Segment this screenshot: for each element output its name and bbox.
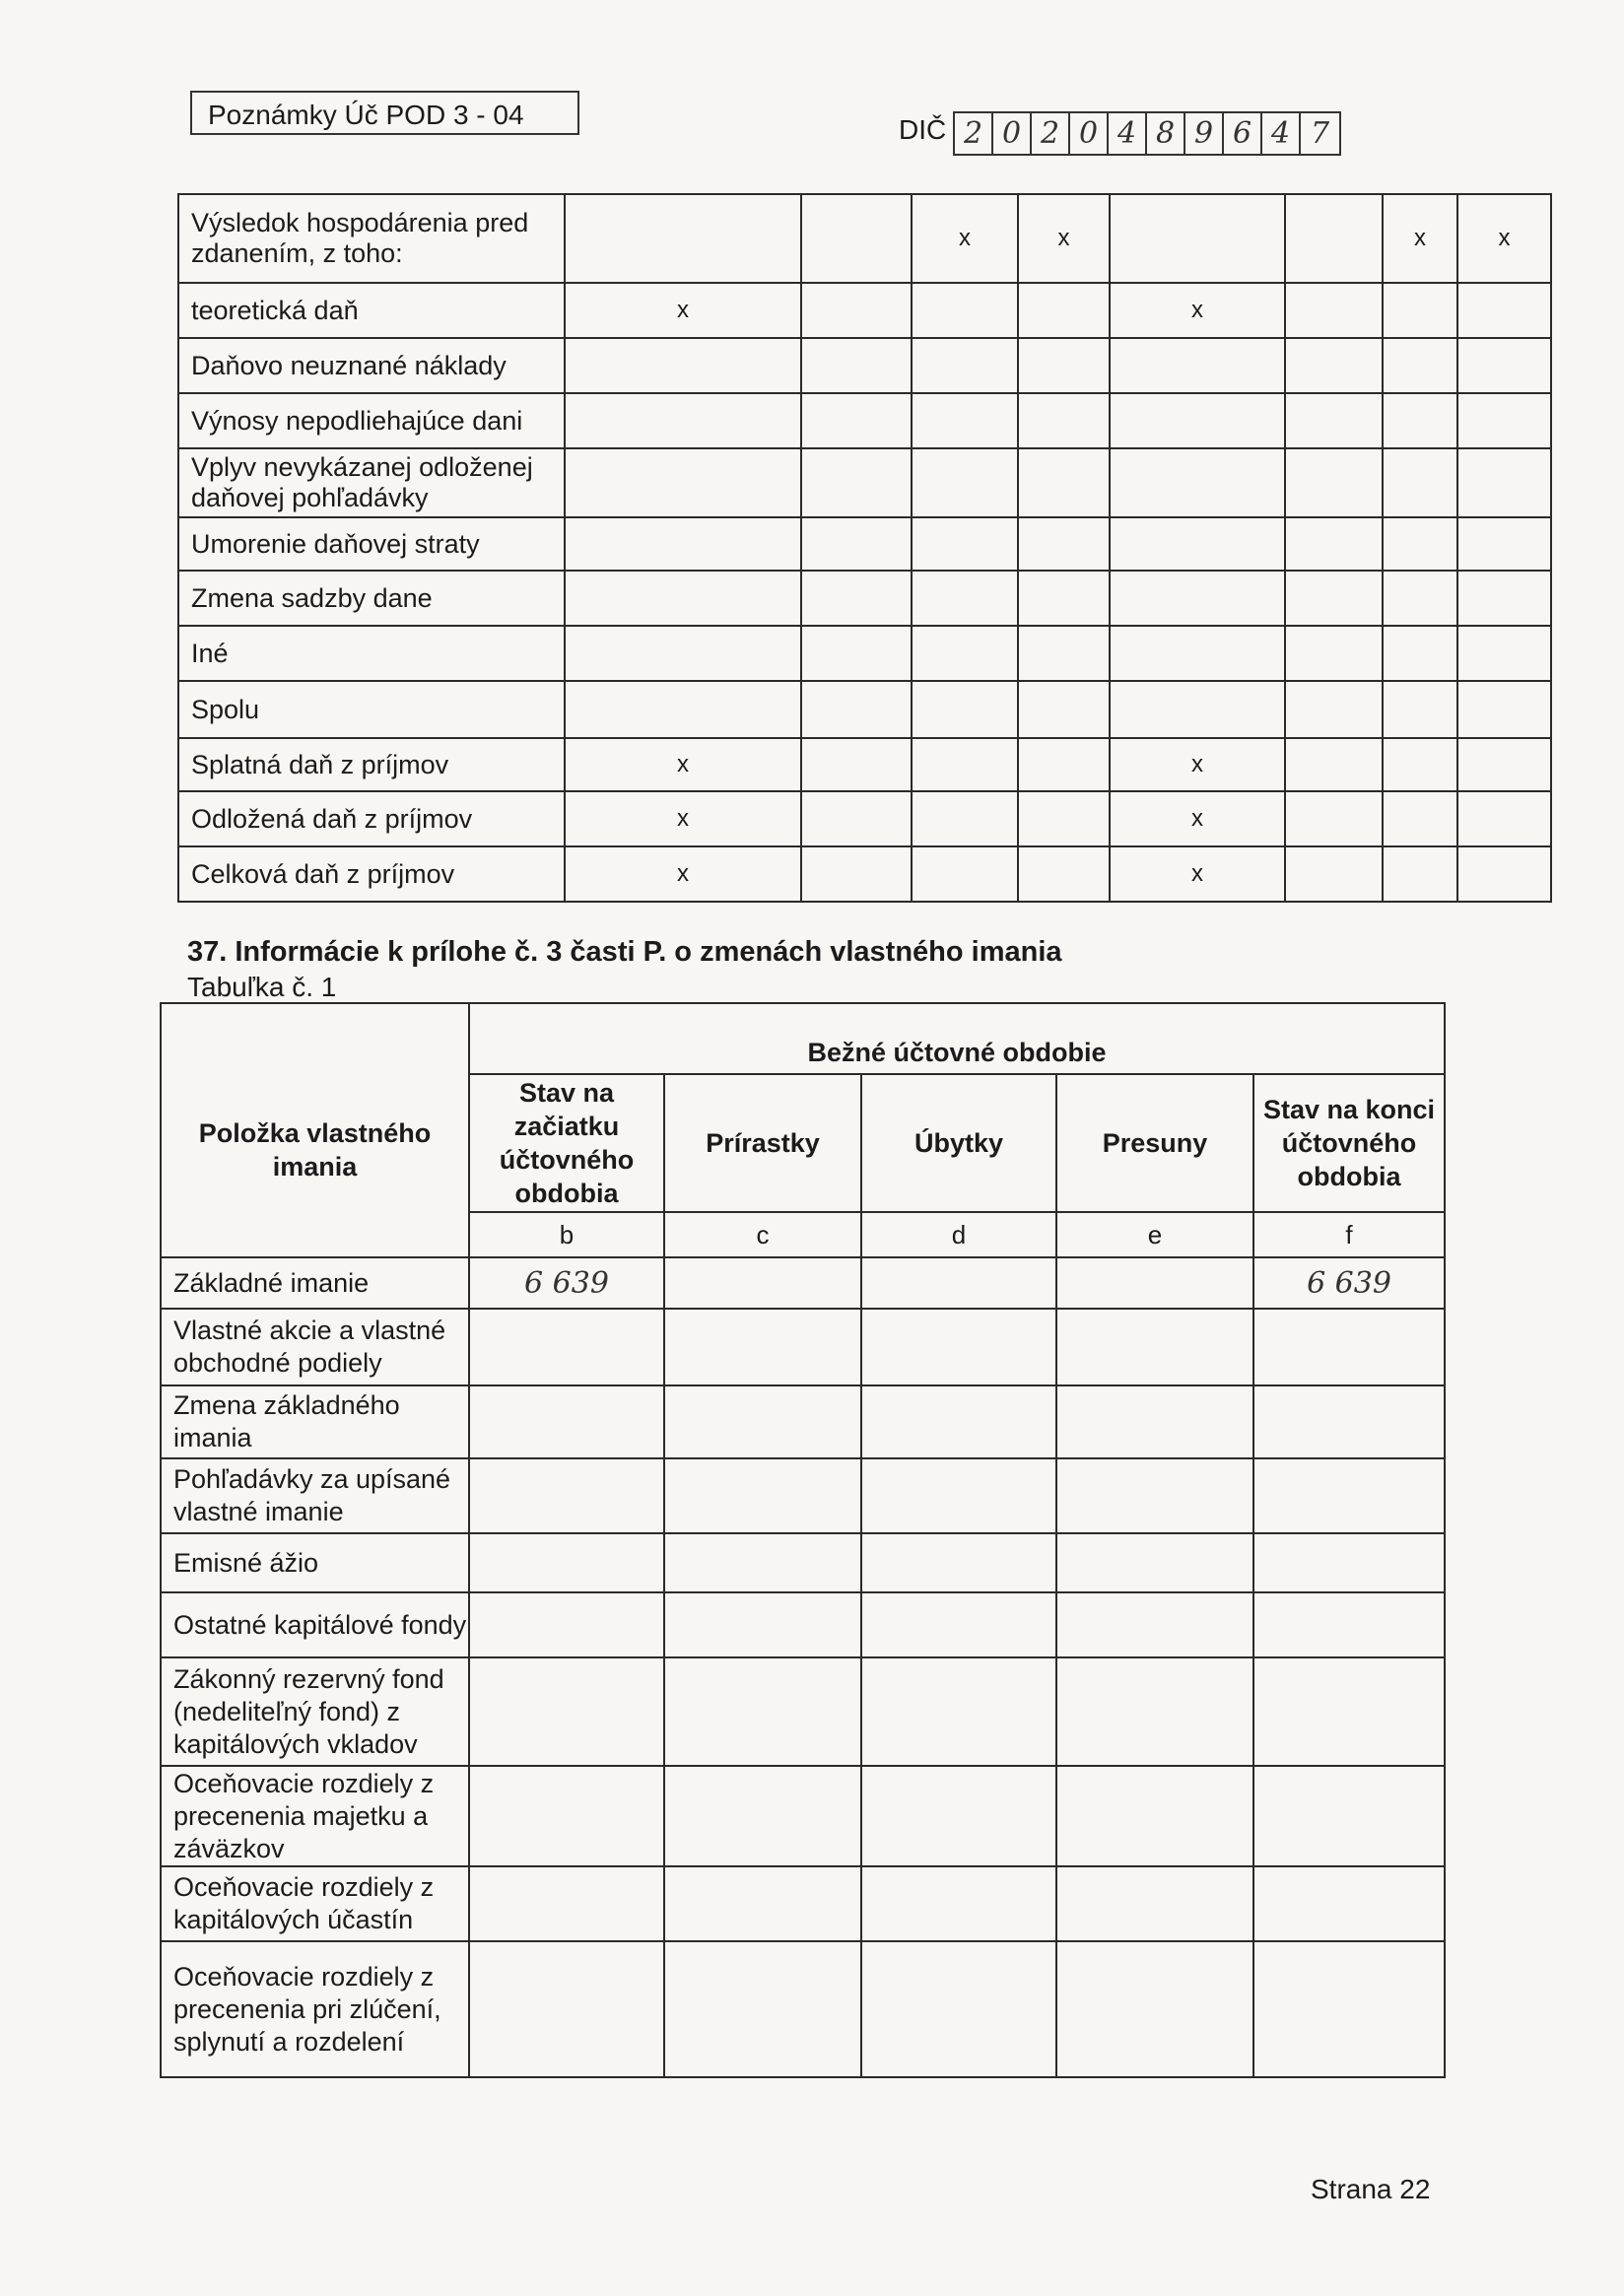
equity-cell-e	[1056, 1533, 1253, 1592]
equity-cell-c	[664, 1592, 861, 1657]
equity-cell-e	[1056, 1657, 1253, 1766]
equity-cell-b	[469, 1458, 664, 1533]
equity-cell-c	[664, 1458, 861, 1533]
equity-cell-d	[861, 1458, 1056, 1533]
equity-row	[161, 1592, 1445, 1657]
tax-cell	[565, 517, 801, 571]
equity-row	[161, 1533, 1445, 1592]
equity-row	[161, 1385, 1445, 1458]
tax-cell	[1285, 338, 1383, 393]
equity-cell-e	[1056, 1309, 1253, 1385]
dic-boxes	[953, 111, 1341, 156]
equity-cell-e	[1056, 1385, 1253, 1458]
tax-row-label: Umorenie daňovej straty	[178, 517, 565, 571]
tax-cell	[1018, 338, 1110, 393]
tax-cell	[801, 738, 912, 791]
tax-cell	[912, 338, 1018, 393]
equity-cell-f	[1253, 1657, 1445, 1766]
tax-cell	[1018, 791, 1110, 846]
tax-cell	[912, 283, 1018, 338]
col-header-end: Stav na konci účtovného obdobia	[1253, 1074, 1445, 1212]
equity-table	[160, 1002, 1446, 2078]
equity-row-label: Ostatné kapitálové fondy	[161, 1592, 469, 1657]
dic-digit: 2	[955, 113, 993, 154]
tax-cell	[1018, 571, 1110, 626]
tax-cell: x	[1110, 738, 1285, 791]
tax-cell: x	[1110, 846, 1285, 902]
equity-cell-d	[861, 1766, 1056, 1866]
section-heading: 37. Informácie k prílohe č. 3 časti P. o zmenách vlastného imania	[187, 936, 1062, 968]
tax-cell	[912, 571, 1018, 626]
tax-row-label: Celková daň z príjmov	[178, 846, 565, 902]
equity-cell-e	[1056, 1592, 1253, 1657]
tax-cell	[1110, 194, 1285, 283]
tax-cell: x	[1110, 283, 1285, 338]
tax-cell	[1383, 681, 1457, 738]
equity-cell-c	[664, 1385, 861, 1458]
equity-cell-f: 6 639	[1253, 1257, 1445, 1309]
tax-cell	[912, 517, 1018, 571]
tax-table	[177, 193, 1552, 903]
dic-digit: 4	[1109, 113, 1147, 154]
tax-cell	[1285, 626, 1383, 681]
tax-row-label: Výsledok hospodárenia pred zdanením, z toho:	[178, 194, 565, 283]
col-header-decrease: Úbytky	[861, 1074, 1056, 1212]
tax-row	[178, 791, 1551, 846]
equity-cell-f	[1253, 1866, 1445, 1941]
tax-cell: x	[565, 791, 801, 846]
equity-row-label: Oceňovacie rozdiely z kapitálových účastín	[161, 1866, 469, 1941]
tax-cell	[1110, 338, 1285, 393]
tax-cell	[1383, 338, 1457, 393]
tax-cell	[1457, 791, 1551, 846]
equity-row-label: Oceňovacie rozdiely z precenenia majetku a záväzkov	[161, 1766, 469, 1866]
tax-cell	[565, 448, 801, 517]
equity-cell-d	[861, 1257, 1056, 1309]
tax-cell: x	[1457, 194, 1551, 283]
tax-cell	[1285, 393, 1383, 448]
tax-cell	[801, 448, 912, 517]
tax-cell	[1285, 738, 1383, 791]
equity-cell-d	[861, 1309, 1056, 1385]
equity-cell-d	[861, 1941, 1056, 2077]
col-a-label: Položka vlastného imania	[198, 1118, 432, 1182]
equity-cell-c	[664, 1866, 861, 1941]
tax-row	[178, 738, 1551, 791]
tax-cell: x	[565, 738, 801, 791]
tax-cell	[565, 571, 801, 626]
form-id-text: Poznámky Úč POD 3 - 04	[208, 100, 524, 130]
equity-row-label: Emisné ážio	[161, 1533, 469, 1592]
equity-row-label: Vlastné akcie a vlastné obchodné podiely	[161, 1309, 469, 1385]
tax-cell	[1457, 283, 1551, 338]
dic-digit: 0	[993, 113, 1032, 154]
tax-row	[178, 283, 1551, 338]
tax-cell	[1457, 448, 1551, 517]
tax-cell	[912, 846, 1018, 902]
tax-row-label: Vplyv nevykázanej odloženej daňovej pohľadávky	[178, 448, 565, 517]
tax-cell	[1110, 448, 1285, 517]
dic-digit: 4	[1262, 113, 1301, 154]
col-header-item	[161, 1003, 469, 1257]
equity-cell-b	[469, 1766, 664, 1866]
col-header-start: Stav na začiatku účtovného obdobia	[469, 1074, 664, 1212]
tax-cell	[1383, 517, 1457, 571]
equity-cell-c	[664, 1657, 861, 1766]
tax-cell	[1110, 393, 1285, 448]
tax-cell	[1110, 517, 1285, 571]
tax-row	[178, 393, 1551, 448]
equity-cell-d	[861, 1385, 1056, 1458]
tax-cell: x	[1383, 194, 1457, 283]
dic-digit: 6	[1224, 113, 1262, 154]
equity-cell-f	[1253, 1385, 1445, 1458]
tax-cell	[1457, 338, 1551, 393]
equity-cell-f	[1253, 1533, 1445, 1592]
tax-cell: x	[1110, 791, 1285, 846]
tax-cell	[565, 626, 801, 681]
tax-cell	[1018, 517, 1110, 571]
equity-row	[161, 1866, 1445, 1941]
col-letter: f	[1253, 1212, 1445, 1257]
equity-cell-d	[861, 1866, 1056, 1941]
tax-cell	[1383, 448, 1457, 517]
equity-cell-f	[1253, 1941, 1445, 2077]
equity-cell-e	[1056, 1941, 1253, 2077]
equity-row	[161, 1766, 1445, 1866]
tax-cell	[1285, 571, 1383, 626]
tax-cell	[1018, 283, 1110, 338]
tax-cell	[1457, 626, 1551, 681]
equity-cell-e	[1056, 1866, 1253, 1941]
col-header-transfer: Presuny	[1056, 1074, 1253, 1212]
col-letter: c	[664, 1212, 861, 1257]
dic-label: DIČ	[899, 114, 947, 145]
tax-row-label: teoretická daň	[178, 283, 565, 338]
equity-cell-c	[664, 1941, 861, 2077]
tax-cell	[912, 448, 1018, 517]
tax-row-label: Daňovo neuznané náklady	[178, 338, 565, 393]
tax-cell	[801, 194, 912, 283]
tax-cell	[801, 846, 912, 902]
equity-row	[161, 1458, 1445, 1533]
tax-cell	[1383, 738, 1457, 791]
tax-cell	[801, 517, 912, 571]
tax-cell	[912, 738, 1018, 791]
tax-cell: x	[1018, 194, 1110, 283]
equity-row-label: Zmena základného imania	[161, 1385, 469, 1458]
tax-cell	[1457, 517, 1551, 571]
tax-cell	[801, 791, 912, 846]
tax-cell	[1285, 448, 1383, 517]
tax-cell	[1383, 846, 1457, 902]
tax-cell: x	[912, 194, 1018, 283]
tax-cell	[565, 338, 801, 393]
tax-cell	[565, 194, 801, 283]
equity-row	[161, 1309, 1445, 1385]
tax-cell	[912, 681, 1018, 738]
equity-cell-c	[664, 1309, 861, 1385]
tax-row-label: Spolu	[178, 681, 565, 738]
equity-cell-b	[469, 1941, 664, 2077]
dic-digit: 7	[1310, 116, 1330, 151]
tax-cell	[1457, 846, 1551, 902]
equity-cell-e	[1056, 1257, 1253, 1309]
tax-cell	[801, 338, 912, 393]
tax-row-label: Zmena sadzby dane	[178, 571, 565, 626]
tax-cell	[1457, 571, 1551, 626]
tax-cell: x	[565, 283, 801, 338]
tax-cell	[1285, 194, 1383, 283]
section-subheading: Tabuľka č. 1	[187, 972, 337, 1002]
tax-row	[178, 571, 1551, 626]
tax-row-label: Iné	[178, 626, 565, 681]
equity-cell-b	[469, 1592, 664, 1657]
equity-cell-e	[1056, 1458, 1253, 1533]
tax-cell	[801, 283, 912, 338]
tax-cell	[1110, 681, 1285, 738]
equity-row-label: Pohľadávky za upísané vlastné imanie	[161, 1458, 469, 1533]
equity-cell-b	[469, 1866, 664, 1941]
dic-digit: 2	[1032, 113, 1070, 154]
tax-cell	[1383, 791, 1457, 846]
tax-row	[178, 194, 1551, 283]
tax-cell	[1457, 738, 1551, 791]
equity-cell-f	[1253, 1766, 1445, 1866]
tax-cell	[801, 571, 912, 626]
tax-cell	[1457, 681, 1551, 738]
tax-cell	[801, 393, 912, 448]
equity-cell-b	[469, 1385, 664, 1458]
equity-row	[161, 1657, 1445, 1766]
equity-row-label: Zákonný rezervný fond (nedeliteľný fond) z kapitálových vkladov	[161, 1657, 469, 1766]
equity-cell-c	[664, 1257, 861, 1309]
tax-cell	[1018, 738, 1110, 791]
equity-cell-c	[664, 1533, 861, 1592]
tax-cell	[1110, 571, 1285, 626]
equity-row-label: Oceňovacie rozdiely z precenenia pri zlúčení, splynutí a rozdelení	[161, 1941, 469, 2077]
tax-cell	[1018, 681, 1110, 738]
tax-cell	[1383, 283, 1457, 338]
dic-digit: 9	[1185, 113, 1224, 154]
tax-row	[178, 846, 1551, 902]
equity-cell-e	[1056, 1766, 1253, 1866]
tax-cell	[801, 681, 912, 738]
tax-cell	[1110, 626, 1285, 681]
tax-cell	[1018, 626, 1110, 681]
col-letter: b	[469, 1212, 664, 1257]
tax-row	[178, 517, 1551, 571]
equity-cell-b	[469, 1533, 664, 1592]
equity-cell-d	[861, 1657, 1056, 1766]
tax-cell	[912, 791, 1018, 846]
tax-row	[178, 338, 1551, 393]
tax-row-label: Výnosy nepodliehajúce dani	[178, 393, 565, 448]
col-letter: d	[861, 1212, 1056, 1257]
equity-cell-f	[1253, 1592, 1445, 1657]
col-header-increase: Prírastky	[664, 1074, 861, 1212]
tax-cell	[1285, 283, 1383, 338]
form-id-box	[190, 91, 579, 135]
equity-cell-b: 6 639	[469, 1257, 664, 1309]
tax-cell	[1383, 626, 1457, 681]
equity-cell-b	[469, 1309, 664, 1385]
tax-row	[178, 448, 1551, 517]
equity-cell-b	[469, 1657, 664, 1766]
equity-cell-d	[861, 1533, 1056, 1592]
page-number: Strana 22	[1311, 2174, 1431, 2204]
tax-cell	[801, 626, 912, 681]
tax-cell	[565, 393, 801, 448]
tax-cell	[1018, 846, 1110, 902]
tax-cell	[1018, 448, 1110, 517]
tax-cell	[1285, 791, 1383, 846]
tax-row-label: Splatná daň z príjmov	[178, 738, 565, 791]
tax-cell	[1457, 393, 1551, 448]
tax-cell	[1285, 846, 1383, 902]
tax-cell	[1383, 571, 1457, 626]
tax-row	[178, 626, 1551, 681]
equity-row	[161, 1257, 1445, 1309]
equity-row	[161, 1941, 1445, 2077]
period-header: Bežné účtovné obdobie	[469, 1003, 1445, 1074]
tax-cell	[912, 626, 1018, 681]
equity-cell-f	[1253, 1309, 1445, 1385]
equity-cell-d	[861, 1592, 1056, 1657]
equity-row-label: Základné imanie	[161, 1257, 469, 1309]
tax-row-label: Odložená daň z príjmov	[178, 791, 565, 846]
tax-cell	[1383, 393, 1457, 448]
tax-cell: x	[565, 846, 801, 902]
tax-cell	[565, 681, 801, 738]
tax-cell	[1285, 517, 1383, 571]
tax-row	[178, 681, 1551, 738]
col-letter: e	[1056, 1212, 1253, 1257]
equity-cell-c	[664, 1766, 861, 1866]
equity-cell-f	[1253, 1458, 1445, 1533]
tax-cell	[1285, 681, 1383, 738]
tax-cell	[1018, 393, 1110, 448]
dic-digit: 0	[1070, 113, 1109, 154]
tax-cell	[912, 393, 1018, 448]
dic-digit: 8	[1147, 113, 1185, 154]
